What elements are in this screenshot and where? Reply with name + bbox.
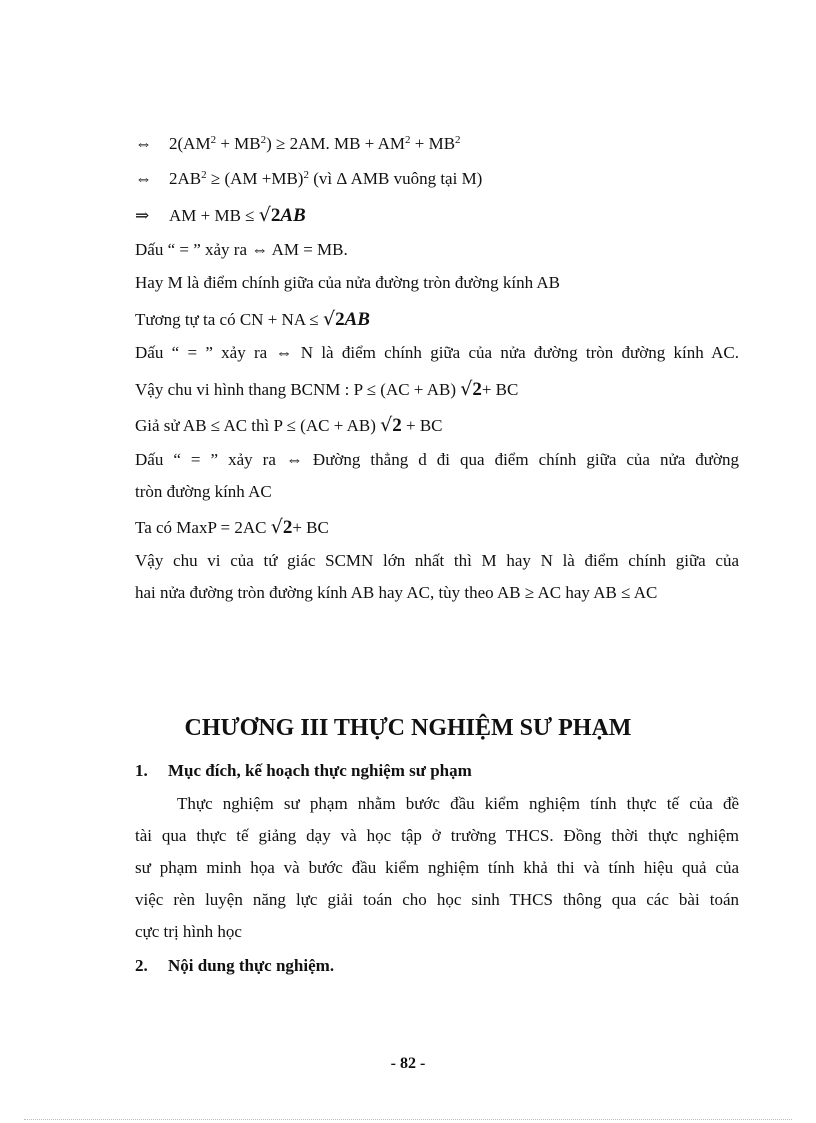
sqrt-expression: √2 [460, 378, 482, 400]
text-line: Dấu “ = ” xảy ra ⇔ AM = MB. [135, 240, 348, 259]
math-line: ⇒ AM + MB ≤ √2AB [135, 204, 306, 226]
sqrt-expression: √2AB [323, 308, 370, 330]
paragraph-line: Thực nghiệm sư phạm nhằm bước đầu kiểm nghiệm tính thực tế của đề [177, 794, 739, 813]
paragraph-line: sư phạm minh họa và bước đầu kiểm nghiệm tính khả thi và tính hiệu quả của [135, 858, 739, 877]
sqrt-expression: √2 [380, 414, 402, 436]
math-line: ⇔ $2AB^2 \ge (AM +MB)^2$ (vì Δ AMB vuông tại M) [135, 169, 483, 188]
text-line: Dấu “ = ” xảy ra ⇔ Đường thẳng d đi qua điểm chính giữa của nửa đường [135, 450, 739, 469]
page-number: - 82 - [390, 1055, 426, 1072]
chapter-heading: CHƯƠNG III THỰC NGHIỆM SƯ PHẠM [184, 715, 632, 741]
math-line: Giả sử AB ≤ AC thì P ≤ (AC + AB) √2 + BC [135, 414, 443, 436]
implication-symbol: ⇒ [135, 206, 150, 225]
math-line: ⇔ $2(AM^2 + MB^2) \ge 2AM$. MB + $AM^2 + MB^2$ [135, 134, 461, 153]
text-line: hai nửa đường tròn đường kính AB hay AC, tùy theo AB ≥ AC hay AB ≤ AC [135, 583, 658, 602]
math-line: Vậy chu vi hình thang BCNM : P ≤ (AC + AB) √2+ BC [135, 378, 519, 400]
sqrt-expression: √2AB [258, 204, 306, 226]
page-border-divider [24, 1119, 792, 1120]
text-line: tròn đường kính AC [135, 482, 272, 501]
paragraph-line: việc rèn luyện năng lực giải toán cho học sinh THCS thông qua các bài toán [135, 890, 739, 909]
equivalence-symbol: ⇔ [135, 169, 152, 188]
section-number: 1. [135, 761, 148, 780]
paragraph-line: tài qua thực tế giảng dạy và học tập ở trường THCS. Đồng thời thực nghiệm [135, 826, 739, 845]
text-line: Dấu “ = ” xảy ra ⇔ N là điểm chính giữa của nửa đường tròn đường kính AC. [135, 343, 739, 362]
section-title: Mục đích, kế hoạch thực nghiệm sư phạm [168, 761, 472, 780]
section-title: Nội dung thực nghiệm. [168, 956, 335, 975]
math-line: Tương tự ta có CN + NA ≤ √2AB [135, 308, 370, 330]
text-line: Hay M là điểm chính giữa của nửa đường tròn đường kính AB [135, 273, 560, 292]
text-line: Vậy chu vi của tứ giác SCMN lớn nhất thì M hay N là điểm chính giữa của [135, 551, 739, 570]
math-line: Ta có MaxP = 2AC √2+ BC [135, 516, 329, 538]
paragraph-line: cực trị hình học [135, 922, 242, 941]
sqrt-expression: √2 [270, 516, 293, 538]
section-number: 2. [135, 956, 148, 975]
section-heading-2 [135, 955, 334, 977]
equivalence-symbol: ⇔ [135, 134, 152, 153]
section-heading-1 [135, 760, 472, 782]
